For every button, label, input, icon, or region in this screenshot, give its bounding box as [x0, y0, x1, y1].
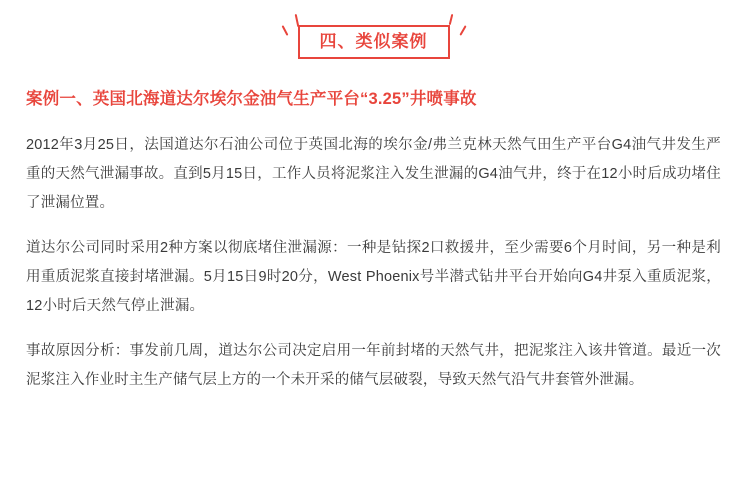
spark-decoration-icon	[459, 25, 466, 36]
document-page	[0, 22, 747, 497]
section-badge-label: 四、类似案例	[319, 31, 428, 51]
body-paragraph: 道达尔公司同时采用2种方案以彻底堵住泄漏源：一种是钻探2口救援井，至少需要6个月时间，另一种是利用重质泥浆直接封堵泄漏。5月15日9时20分，West Phoenix号半潜式钻井平台开始向G4井泵入重质泥浆，12小时后天然气停止泄漏。	[26, 240, 721, 315]
section-header	[26, 22, 721, 62]
spark-decoration-icon	[281, 25, 288, 36]
spark-decoration-icon	[294, 14, 299, 27]
section-badge	[298, 25, 450, 60]
case-title: 案例一、英国北海道达尔埃尔金油气生产平台“3.25”井喷事故	[26, 90, 477, 108]
body-paragraph: 2012年3月25日，法国道达尔石油公司位于英国北海的埃尔金/弗兰克林天然气田生产平台G4油气井发生严重的天然气泄漏事故。直到5月15日，工作人员将泥浆注入发生泄漏的G4油气井，终于在12小时后成功堵住了泄漏位置。	[26, 137, 721, 212]
spark-decoration-icon	[448, 14, 453, 25]
body-paragraph: 事故原因分析：事发前几周，道达尔公司决定启用一年前封堵的天然气井，把泥浆注入该井管道。最近一次泥浆注入作业时主生产储气层上方的一个未开采的储气层破裂，导致天然气沿气井套管外泄漏。	[26, 343, 721, 389]
